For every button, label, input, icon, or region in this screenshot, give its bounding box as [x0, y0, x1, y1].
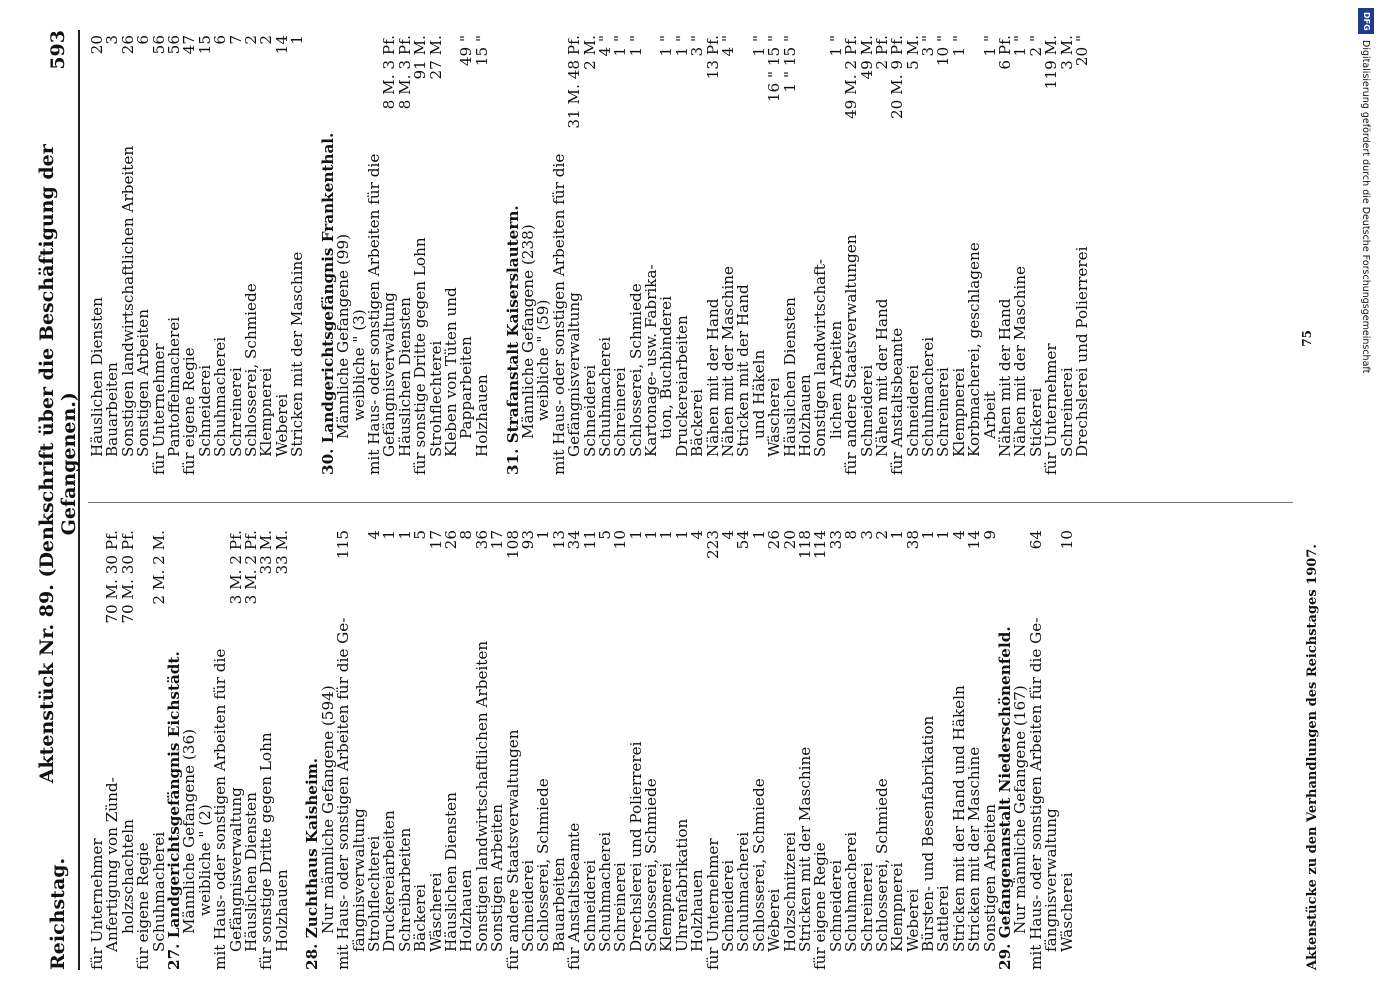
entry-label: Schlosserei, Schmiede	[241, 283, 260, 457]
entry-value: 2	[872, 530, 891, 540]
entry-label: Schreinerei	[611, 862, 630, 952]
entry-value: 15 "	[472, 35, 491, 67]
entry-value: 93	[518, 530, 537, 550]
entry-label: Druckereiarbeiten	[380, 810, 399, 952]
entry-value: 119 M.	[1042, 35, 1061, 90]
entry-value: 3 "	[919, 35, 938, 57]
entry-label: Schneiderei	[857, 364, 876, 457]
entry-label: Weberei	[903, 888, 922, 952]
entry-label: Holzhauen	[472, 374, 491, 457]
dfg-credit-text: Digitalisierung gefördert durch die Deutsche Forschungsgemeinschaft	[1360, 40, 1371, 374]
entry-label: Männliche Gefangene (99)	[334, 233, 353, 439]
entry-label: mit Haus- oder sonstigen Arbeiten für die Ge-	[1026, 617, 1045, 970]
entry-label: für Unternehmer	[1042, 343, 1061, 475]
entry-label: mit Haus- oder sonstigen Arbeiten für die	[365, 153, 384, 475]
entry-label: Männliche Gefangene (238)	[518, 224, 537, 439]
dfg-credit	[1357, 8, 1375, 998]
entry-value: 1 "	[1011, 35, 1030, 57]
entry-label: Schreinerei	[226, 367, 245, 457]
entry-value: 47	[180, 35, 199, 55]
entry-value: 20	[780, 530, 799, 550]
entry-label: Schneiderei	[518, 859, 537, 952]
column-divider	[88, 502, 1293, 503]
entry-value: 1 "	[949, 35, 968, 57]
entry-value: 1	[642, 530, 661, 540]
entry-label: Schuhmacherei	[595, 336, 614, 457]
entry-label: fängnisverwaltung	[1042, 808, 1061, 952]
entry-value: 1 "	[826, 35, 845, 57]
entry-label: Nähen mit der Hand	[996, 298, 1015, 457]
header-title: Aktenstück Nr. 89. (Denkschrift über die Beschäftigung der Gefangenen.)	[36, 144, 80, 784]
entry-value: 3 M.	[1057, 35, 1076, 70]
entry-value: 20	[88, 35, 106, 55]
entry-label: Klempnerei	[257, 367, 276, 457]
entry-label: mit Haus- oder sonstigen Arbeiten für die	[211, 648, 230, 970]
entry-value: 70 M. 30 Pf.	[118, 530, 137, 624]
entry-label: Arbeit	[980, 391, 999, 439]
entry-value: 33 M.	[272, 530, 291, 575]
entry-value: 20 "	[1073, 35, 1091, 67]
entry-label: Sonstigen Arbeiten	[134, 308, 153, 457]
entry-value: 118	[795, 530, 814, 559]
entry-label: für Unternehmer	[703, 838, 722, 970]
entry-value: 54	[734, 530, 753, 550]
entry-value: 4	[949, 530, 968, 540]
entry-label: Kartonage- usw. Fabrika-	[642, 264, 661, 457]
entry-label: für sonstige Dritte gegen Lohn	[411, 237, 430, 475]
entry-value: 13 Pf.	[703, 35, 722, 80]
entry-value: 1 "	[611, 35, 630, 57]
entry-value: 1 " 15 "	[780, 35, 799, 93]
entry-label: 30. Landgerichtsgefängnis Frankenthal.	[318, 132, 337, 475]
entry-value: 1	[888, 530, 907, 540]
entry-label: Schneiderei	[719, 859, 738, 952]
entry-value: 1	[288, 35, 307, 45]
entry-label: Anfertigung von Zünd-	[103, 777, 122, 952]
entry-label: Schneiderei	[580, 364, 599, 457]
entry-label: Wäscherei	[1057, 872, 1076, 952]
entry-value: 26	[765, 530, 784, 550]
entry-value: 7	[226, 35, 245, 45]
entry-label: Schreinerei	[857, 862, 876, 952]
entry-label: Schlosserei, Schmiede	[642, 778, 661, 952]
entry-value: 2 M. 2 M.	[149, 530, 168, 605]
entry-value: 31 M. 48 Pf.	[565, 35, 584, 129]
entry-label: für Anstaltsbeamte	[888, 327, 907, 475]
entry-label: Bäckerei	[411, 883, 430, 952]
entry-value: 1 "	[980, 35, 999, 57]
entry-label: tion, Buchbinderei	[657, 296, 676, 439]
entry-value: 15	[195, 35, 214, 55]
entry-label: Schuhmacherei	[734, 831, 753, 952]
entry-value: 14	[272, 35, 291, 55]
entry-label: für eigene Regie	[180, 347, 199, 475]
entry-label: Sonstigen landwirtschaftlichen Arbeiten	[118, 145, 137, 457]
entry-label: Schreinerei	[1057, 367, 1076, 457]
entry-value: 115	[334, 530, 353, 559]
entry-value: 223	[703, 530, 722, 559]
entry-label: Sonstigen Arbeiten	[488, 803, 507, 952]
entry-value: 1	[626, 530, 645, 540]
entry-value: 1 "	[672, 35, 691, 57]
entry-value: 91 M.	[411, 35, 430, 80]
entry-value: 1 "	[657, 35, 676, 57]
entry-value: 8	[842, 530, 861, 540]
entry-value: 1	[395, 530, 414, 540]
entry-label: Sattlerei	[934, 885, 953, 952]
entry-label: Stricken mit der Maschine	[288, 251, 307, 457]
entry-label: Stricken mit der Hand und Häkeln	[949, 685, 968, 952]
entry-label: Schlosserei, Schmiede	[749, 778, 768, 952]
entry-label: Schuhmacherei	[919, 336, 938, 457]
entry-value: 27 M.	[426, 35, 445, 80]
entry-value: 6	[211, 35, 230, 45]
entry-label: Nähen mit der Maschine	[1011, 265, 1030, 457]
entry-value: 1	[749, 530, 768, 540]
entry-value: 8	[457, 530, 476, 540]
entry-value: 9	[980, 530, 999, 540]
page-number: 593	[47, 30, 69, 70]
entry-value: 33	[826, 530, 845, 550]
entry-value: 5	[595, 530, 614, 540]
entry-value: 49 M.	[857, 35, 876, 80]
entry-label: Holzhauen	[272, 869, 291, 952]
entry-label: Nur männliche Gefangene (167)	[1011, 685, 1030, 934]
entry-value: 64	[1026, 530, 1045, 550]
entry-label: Häuslichen Diensten	[395, 297, 414, 457]
entry-label: Holzhauen	[457, 869, 476, 952]
entry-label: Schneiderei	[195, 364, 214, 457]
entry-value: 114	[811, 530, 830, 559]
entry-value: 1	[672, 530, 691, 540]
entry-value: 36	[472, 530, 491, 550]
header-left: Reichstag.	[47, 857, 69, 970]
entry-value: 4	[365, 530, 384, 540]
entry-value: 2 "	[1026, 35, 1045, 57]
entry-row	[1075, 35, 1090, 475]
entry-label: Schuhmacherei	[211, 336, 230, 457]
entry-value: 49 M. 2 Pf.	[842, 35, 861, 119]
entry-label: für Unternehmer	[149, 343, 168, 475]
entry-value: 11	[580, 530, 599, 550]
entry-value: 3	[103, 35, 122, 45]
entry-value: 1	[534, 530, 553, 540]
entry-value: 4 "	[595, 35, 614, 57]
entry-label: Sonstigen Arbeiten	[980, 803, 999, 952]
entry-label: mit Haus- oder sonstigen Arbeiten für die Ge-	[334, 617, 353, 970]
entry-label: Schreinerei	[611, 367, 630, 457]
entry-label: 31. Strafanstalt Kaiserslautern.	[503, 205, 522, 475]
entry-value: 13	[549, 530, 568, 550]
entry-value: 2 Pf.	[872, 35, 891, 70]
entry-label: Klempnerei	[949, 367, 968, 457]
entry-label: mit Haus- oder sonstigen Arbeiten für die	[549, 153, 568, 475]
entry-value: 38	[903, 530, 922, 550]
entry-label: Gefängnisverwaltung	[565, 292, 584, 457]
entry-label: Schreinerei	[934, 367, 953, 457]
entry-label: Drechslerei und Polierrerei	[1073, 246, 1091, 457]
entry-label: Weberei	[765, 888, 784, 952]
entry-label: Schuhmacherei	[842, 831, 861, 952]
entry-label: weibliche " (59)	[534, 299, 553, 421]
entry-label: Holzschnitzerei	[780, 831, 799, 952]
entry-value: 3	[857, 530, 876, 540]
entry-label: Bürsten- und Besenfabrikation	[919, 715, 938, 952]
entry-label: Schlosserei, Schmiede	[872, 778, 891, 952]
page-header	[38, 30, 80, 970]
entry-label: Sonstigen landwirtschaftlichen Arbeiten	[472, 640, 491, 952]
sheet-signature: 75	[1300, 330, 1314, 347]
footer-text: Aktenstücke zu den Verhandlungen des Reichstages 1907.	[1305, 544, 1320, 970]
entry-label: Schneiderei	[580, 859, 599, 952]
entry-label: Gefängnisverwaltung	[380, 292, 399, 457]
entry-label: Schlosserei, Schmiede	[626, 283, 645, 457]
entry-label: Klempnerei	[888, 862, 907, 952]
entry-label: Holzhauen	[795, 374, 814, 457]
entry-label: Stricken mit der Hand	[734, 284, 753, 457]
entry-label: Drechslerei und Polierrerei	[626, 741, 645, 952]
entry-label: Sonstigen landwirtschaft-	[811, 258, 830, 457]
entry-value: 10	[611, 530, 630, 550]
entry-label: Stricken mit der Maschine	[965, 746, 984, 952]
entry-label: Schneiderei	[903, 364, 922, 457]
entry-label: Strohflechterei	[365, 835, 384, 952]
entry-value: 1 "	[749, 35, 768, 57]
entry-label: Nähen mit der Maschine	[719, 265, 738, 457]
entry-label: 27. Landgerichtsgefängnis Eichstädt.	[164, 651, 183, 970]
entry-value: 14	[965, 530, 984, 550]
entry-value: 2 M.	[580, 35, 599, 70]
entry-value: 1	[919, 530, 938, 540]
entry-value: 3 "	[688, 35, 707, 57]
entry-value: 56	[149, 35, 168, 55]
entry-label: Kleben von Tüten und	[441, 287, 460, 457]
entry-value: 26	[441, 530, 460, 550]
entry-label: Bäckerei	[688, 388, 707, 457]
entry-label: Häuslichen Diensten	[441, 792, 460, 952]
entry-label: Gefängnisverwaltung	[226, 787, 245, 952]
page-footer	[1300, 30, 1320, 970]
entry-label: Strohflechterei	[426, 340, 445, 457]
entry-value: 1	[380, 530, 399, 540]
entry-label: für andere Staatsverwaltungen	[842, 234, 861, 475]
entry-value: 10 "	[934, 35, 953, 67]
entry-label: Schuhmacherei	[595, 831, 614, 952]
entry-label: Nähen mit der Hand	[703, 298, 722, 457]
entry-value: 6	[134, 35, 153, 45]
entry-value: 34	[565, 530, 584, 550]
entry-label: Häuslichen Diensten	[780, 297, 799, 457]
entry-label: fängnisverwaltung	[349, 808, 368, 952]
entry-value: 4	[719, 530, 738, 540]
entry-value: 6 Pf.	[996, 35, 1015, 70]
entry-label: weibliche " (3)	[349, 309, 368, 421]
entry-label: Männliche Gefangene (36)	[180, 728, 199, 934]
entry-value: 56	[164, 35, 183, 55]
entry-label: Schreibarbeiten	[395, 827, 414, 952]
entry-value: 17	[488, 530, 507, 550]
entry-row	[472, 35, 491, 475]
entry-label: Nähen mit der Hand	[872, 298, 891, 457]
entry-label: 29. Gefangenanstalt Niederschönenfeld.	[996, 626, 1015, 970]
entry-label: Bauarbeiten	[103, 362, 122, 457]
entry-value: 4	[688, 530, 707, 540]
entry-value: 33 M.	[257, 530, 276, 575]
entry-value: 2	[257, 35, 276, 45]
entry-value: 1	[934, 530, 953, 540]
entry-label: Häuslichen Diensten	[241, 792, 260, 952]
entry-label: Stricken mit der Maschine	[795, 746, 814, 952]
entry-row	[290, 35, 305, 475]
entry-label: Nur männliche Gefangene (594)	[318, 685, 337, 934]
entry-value: 1 "	[626, 35, 645, 57]
entry-label: Schlosserei, Schmiede	[534, 778, 553, 952]
entry-label: holzschachteln	[118, 819, 137, 934]
entry-label: Stickerei	[1026, 387, 1045, 457]
right-column	[90, 35, 1090, 475]
entry-value: 8 M. 3 Pf.	[395, 35, 414, 110]
entry-value: 2	[241, 35, 260, 45]
entry-label: Weberei	[272, 393, 291, 457]
entry-label: und Häkeln	[749, 349, 768, 439]
entry-label: Schneiderei	[826, 859, 845, 952]
entry-value: 16 " 15 "	[765, 35, 784, 103]
entry-value: 4 "	[719, 35, 738, 57]
entry-value: 10	[1057, 530, 1076, 550]
entry-label: Häuslichen Diensten	[88, 297, 106, 457]
entry-label: Holzhauen	[688, 869, 707, 952]
entry-value: 20 M. 9 Pf.	[888, 35, 907, 119]
left-column	[90, 530, 1075, 970]
entry-label: Bauarbeiten	[549, 857, 568, 952]
entry-value: 3 M. 2 Pf.	[241, 530, 260, 605]
entry-value: 108	[503, 530, 522, 559]
entry-row	[1057, 530, 1076, 970]
entry-label: Klempnerei	[657, 862, 676, 952]
entry-value: 3 M. 2 Pf.	[226, 530, 245, 605]
entry-label: Korbmacherei, geschlagene	[965, 242, 984, 457]
entry-label: für eigene Regie	[134, 842, 153, 970]
entry-value: 8 M. 3 Pf.	[380, 35, 399, 110]
entry-label: Schuhmacherei	[149, 831, 168, 952]
entry-label: lichen Arbeiten	[826, 320, 845, 439]
entry-label: Papparbeiten	[457, 336, 476, 439]
entry-label: Wäscherei	[426, 872, 445, 952]
entry-label: 28. Zuchthaus Kaisheim.	[303, 757, 322, 970]
entry-label: Druckereiarbeiten	[672, 315, 691, 457]
entry-label: für eigene Regie	[811, 842, 830, 970]
entry-value: 5 M.	[903, 35, 922, 70]
entry-value: 17	[426, 530, 445, 550]
entry-label: Wäscherei	[765, 377, 784, 457]
entry-label: Pantoffelmacherei	[164, 316, 183, 457]
entry-value: 1	[657, 530, 676, 540]
entry-value: 49 "	[457, 35, 476, 67]
entry-label: für Unternehmer	[88, 838, 106, 970]
entry-label: für sonstige Dritte gegen Lohn	[257, 732, 276, 970]
entry-value: 26	[118, 35, 137, 55]
dfg-logo: DFG	[1358, 8, 1374, 34]
entry-label: Uhrenfabrikation	[672, 818, 691, 952]
entry-value: 5	[411, 530, 430, 540]
entry-value: 70 M. 30 Pf.	[103, 530, 122, 624]
entry-label: für Anstaltsbeamte	[565, 822, 584, 970]
entry-label: für andere Staatsverwaltungen	[503, 729, 522, 970]
entry-row	[272, 530, 291, 970]
entry-label: weibliche " (2)	[195, 804, 214, 916]
